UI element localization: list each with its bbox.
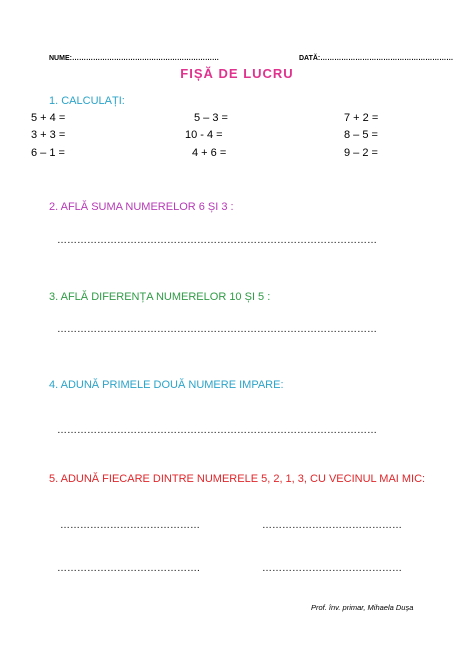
exercise-5-label: 5. ADUNĂ FIECARE DINTRE NUMERELE 5, 2, 1, 3, CU VECINUL MAI MIC: [49, 473, 426, 485]
exercise-3-answer-line: …………………………………………………………………………………… [57, 324, 377, 335]
name-field-label: NUME:……………………………………………………… [49, 55, 219, 62]
equation: 3 + 3 = [31, 129, 66, 141]
exercise-1-label: 1. CALCULAȚI: [49, 95, 125, 107]
teacher-signature: Prof. înv. primar, Mihaela Dușa [311, 603, 414, 612]
exercise-5-answer-line: …………………………………… [262, 563, 402, 574]
exercise-2-label: 2. AFLĂ SUMA NUMERELOR 6 ȘI 3 : [49, 201, 234, 213]
exercise-5-answer-line: …………………………………… [60, 520, 200, 531]
exercise-2-answer-line: …………………………………………………………………………………… [57, 235, 377, 246]
equation: 8 – 5 = [344, 129, 378, 141]
equation: 7 + 2 = [344, 112, 379, 124]
equation: 9 – 2 = [344, 147, 378, 159]
equation: 10 - 4 = [185, 129, 223, 141]
date-field-label: DATĂ:………………………………………………… [299, 55, 454, 62]
exercise-3-label: 3. AFLĂ DIFERENȚA NUMERELOR 10 ȘI 5 : [49, 291, 271, 303]
equation: 5 + 4 = [31, 112, 66, 124]
page-title: FIȘĂ DE LUCRU [180, 66, 294, 81]
equation: 4 + 6 = [192, 147, 227, 159]
equation: 5 – 3 = [194, 112, 228, 124]
exercise-5-answer-line: ……………………………………. [57, 563, 200, 574]
equation: 6 – 1 = [31, 147, 65, 159]
exercise-4-answer-line: …………………………………………………………………………………… [57, 425, 377, 436]
exercise-5-answer-line: …………………………………… [262, 520, 402, 531]
exercise-4-label: 4. ADUNĂ PRIMELE DOUĂ NUMERE IMPARE: [49, 379, 284, 391]
